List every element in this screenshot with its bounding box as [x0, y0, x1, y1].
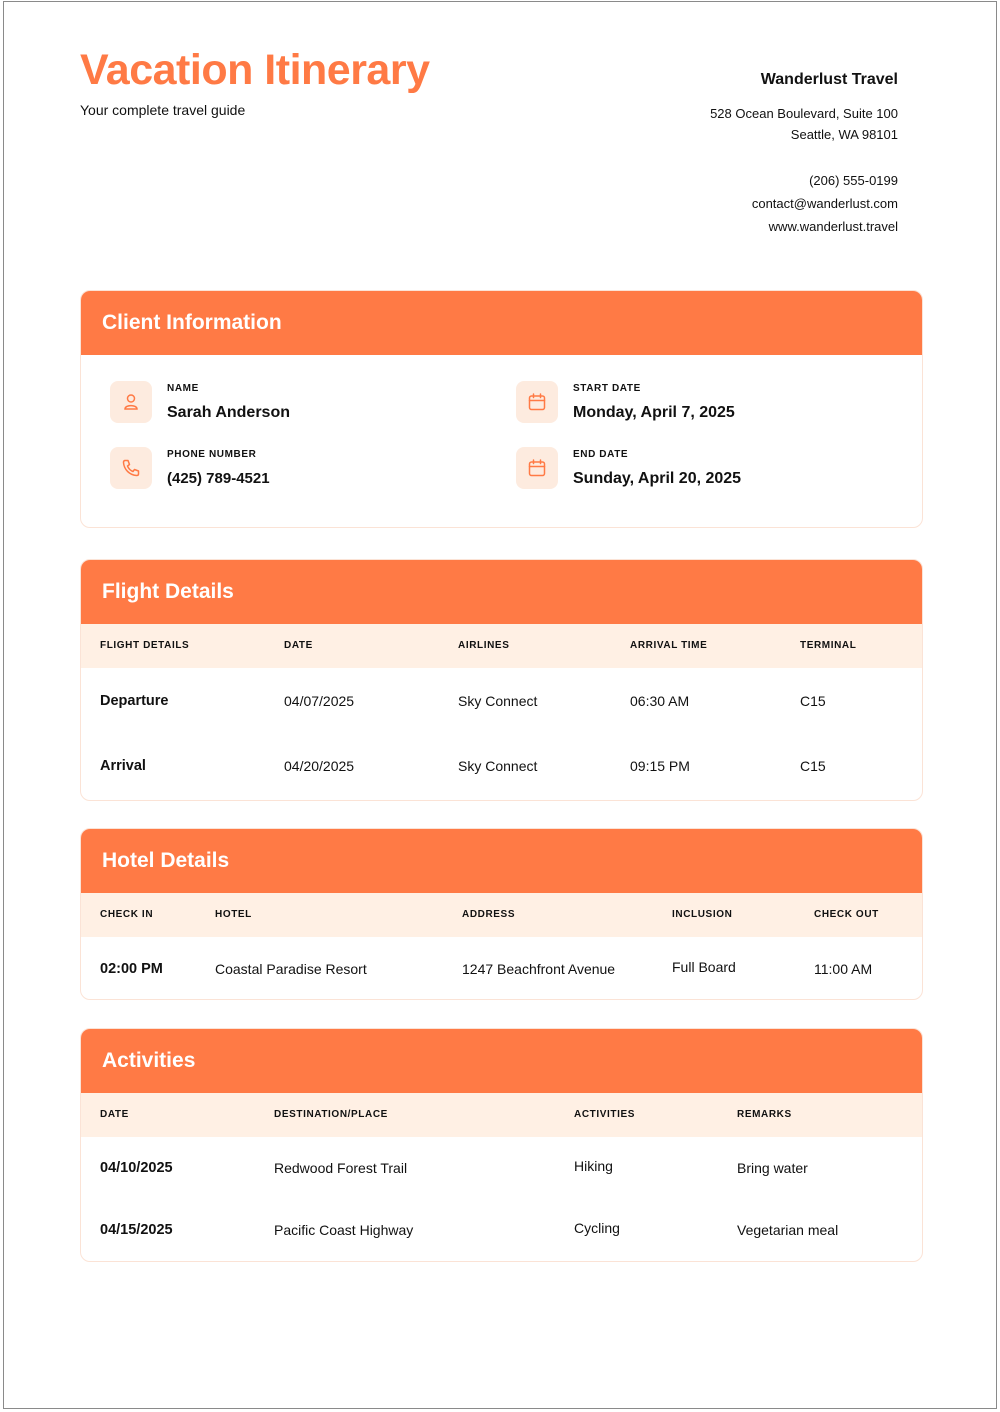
- flight-details-card: [80, 559, 923, 801]
- column-header: HOTEL: [215, 909, 252, 920]
- table-row: [81, 733, 922, 800]
- table-cell: C15: [800, 758, 826, 774]
- table-cell: Full Board: [672, 959, 736, 975]
- table-cell: C15: [800, 693, 826, 709]
- client-information-card: [80, 290, 923, 528]
- table-cell: Bring water: [737, 1160, 808, 1176]
- end-date-label: END DATE: [573, 449, 629, 460]
- column-header: DATE: [100, 1109, 129, 1120]
- end-date-value: Sunday, April 20, 2025: [573, 470, 742, 487]
- table-cell: 11:00 AM: [814, 961, 873, 977]
- client-information-heading: Client Information: [81, 291, 922, 355]
- column-header: DATE: [284, 640, 313, 651]
- page-subtitle: Your complete travel guide: [80, 102, 246, 118]
- client-name-value: Sarah Anderson: [167, 404, 290, 421]
- table-cell: Sky Connect: [458, 693, 538, 709]
- table-cell: Coastal Paradise Resort: [215, 961, 367, 977]
- hotel-details-heading: Hotel Details: [81, 829, 922, 893]
- hotel-table-header: [81, 893, 922, 937]
- company-website: www.wanderlust.travel: [768, 219, 898, 234]
- column-header: CHECK IN: [100, 909, 154, 920]
- table-cell: Departure: [100, 693, 169, 709]
- table-cell: 09:15 PM: [630, 758, 690, 774]
- calendar-icon: [516, 447, 558, 489]
- activities-heading: Activities: [81, 1029, 922, 1093]
- column-header: CHECK OUT: [814, 909, 879, 920]
- table-cell: 02:00 PM: [100, 961, 163, 977]
- table-row: [81, 668, 922, 733]
- column-header: AIRLINES: [458, 640, 510, 651]
- flight-details-heading: Flight Details: [81, 560, 922, 624]
- table-cell: Sky Connect: [458, 758, 538, 774]
- table-cell: Redwood Forest Trail: [274, 1160, 408, 1176]
- company-address-line1: 528 Ocean Boulevard, Suite 100: [710, 106, 898, 121]
- column-header: TERMINAL: [800, 640, 857, 651]
- column-header: INCLUSION: [672, 909, 733, 920]
- table-cell: Vegetarian meal: [737, 1222, 839, 1238]
- table-cell: 1247 Beachfront Avenue: [462, 961, 616, 977]
- column-header: DESTINATION/PLACE: [274, 1109, 388, 1120]
- column-header: REMARKS: [737, 1109, 792, 1120]
- activities-card: [80, 1028, 923, 1262]
- start-date-label: START DATE: [573, 383, 641, 394]
- company-info: [710, 71, 898, 238]
- table-cell: 06:30 AM: [630, 693, 690, 709]
- start-date-value: Monday, April 7, 2025: [573, 404, 735, 421]
- table-cell: Arrival: [100, 758, 146, 774]
- column-header: ACTIVITIES: [574, 1109, 636, 1120]
- column-header: ADDRESS: [462, 909, 516, 920]
- client-name-label: NAME: [167, 383, 199, 394]
- table-cell: 04/20/2025: [284, 758, 355, 774]
- itinerary-page: [3, 1, 997, 1409]
- activities-table-header: [81, 1093, 922, 1137]
- table-row: [81, 1137, 922, 1199]
- table-cell: 04/07/2025: [284, 693, 355, 709]
- table-cell: Pacific Coast Highway: [274, 1222, 414, 1238]
- column-header: ARRIVAL TIME: [630, 640, 708, 651]
- phone-icon: [110, 447, 152, 489]
- company-phone: (206) 555-0199: [809, 173, 898, 188]
- table-cell: Cycling: [574, 1220, 620, 1236]
- page-title: Vacation Itinerary: [80, 46, 430, 94]
- client-phone-value: (425) 789-4521: [167, 470, 270, 487]
- table-row: [81, 937, 922, 999]
- table-cell: 04/15/2025: [100, 1222, 173, 1238]
- user-icon: [110, 381, 152, 423]
- table-cell: 04/10/2025: [100, 1160, 173, 1176]
- hotel-details-card: [80, 828, 923, 1000]
- table-cell: Hiking: [574, 1158, 613, 1174]
- client-phone-label: PHONE NUMBER: [167, 449, 257, 460]
- company-name: Wanderlust Travel: [760, 71, 898, 88]
- calendar-icon: [516, 381, 558, 423]
- company-address-line2: Seattle, WA 98101: [790, 127, 898, 142]
- column-header: FLIGHT DETAILS: [100, 640, 190, 651]
- company-email: contact@wanderlust.com: [751, 196, 898, 211]
- flight-table-header: [81, 624, 922, 668]
- table-row: [81, 1199, 922, 1261]
